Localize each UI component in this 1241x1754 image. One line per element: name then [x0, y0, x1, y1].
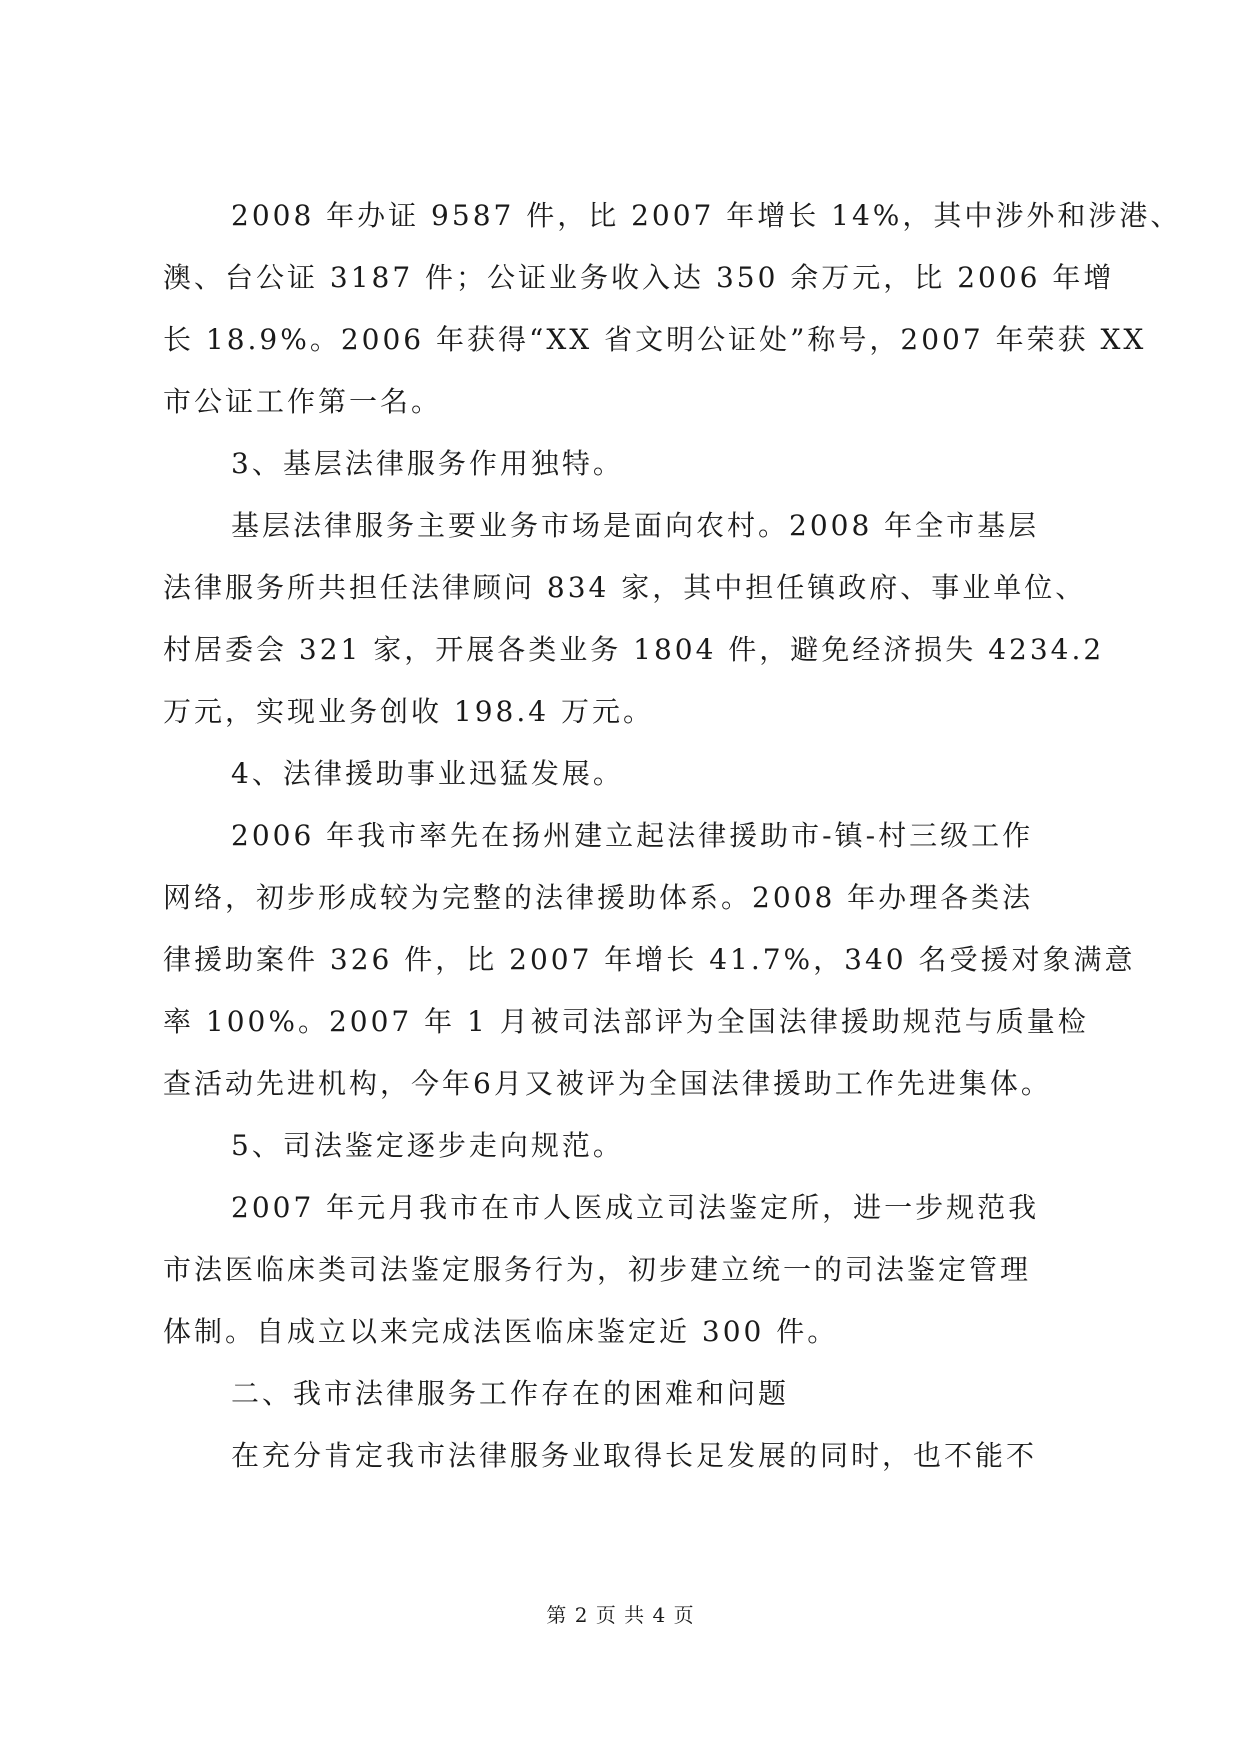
text-line: 体制。自成立以来完成法医临床鉴定近 300 件。	[163, 1315, 839, 1348]
text-line: 长 18.9%。2006 年获得“XX 省文明公证处”称号，2007 年荣获 XX	[163, 323, 1147, 356]
text-line: 市法医临床类司法鉴定服务行为，初步建立统一的司法鉴定管理	[163, 1253, 1032, 1286]
text-line: 率 100%。2007 年 1 月被司法部评为全国法律援助规范与质量检	[163, 1005, 1089, 1038]
section-heading: 4、法律援助事业迅猛发展。	[231, 757, 624, 790]
text-line: 查活动先进机构，今年6月又被评为全国法律援助工作先进集体。	[163, 1067, 1052, 1100]
text-line: 2007 年元月我市在市人医成立司法鉴定所，进一步规范我	[231, 1191, 1040, 1224]
text-line: 市公证工作第一名。	[163, 385, 443, 418]
text-line: 在充分肯定我市法律服务业取得长足发展的同时，也不能不	[231, 1439, 1038, 1472]
text-line: 律援助案件 326 件，比 2007 年增长 41.7%，340 名受援对象满意	[163, 943, 1136, 976]
text-line: 2006 年我市率先在扬州建立起法律援助市-镇-村三级工作	[231, 819, 1034, 852]
section-heading: 二、我市法律服务工作存在的困难和问题	[231, 1377, 790, 1410]
text-line: 澳、台公证 3187 件；公证业务收入达 350 余万元，比 2006 年增	[163, 261, 1115, 294]
section-heading: 5、司法鉴定逐步走向规范。	[231, 1129, 624, 1162]
page-number-footer: 第 2 页 共 4 页	[546, 1603, 695, 1627]
text-line: 村居委会 321 家，开展各类业务 1804 件，避免经济损失 4234.2	[163, 633, 1105, 666]
text-line: 网络，初步形成较为完整的法律援助体系。2008 年办理各类法	[163, 881, 1034, 914]
text-line: 万元，实现业务创收 198.4 万元。	[163, 695, 654, 728]
text-line: 基层法律服务主要业务市场是面向农村。2008 年全市基层	[231, 509, 1040, 542]
text-line: 2008 年办证 9587 件，比 2007 年增长 14%，其中涉外和涉港、	[231, 199, 1182, 232]
section-heading: 3、基层法律服务作用独特。	[231, 447, 624, 480]
text-line: 法律服务所共担任法律顾问 834 家，其中担任镇政府、事业单位、	[163, 571, 1087, 604]
